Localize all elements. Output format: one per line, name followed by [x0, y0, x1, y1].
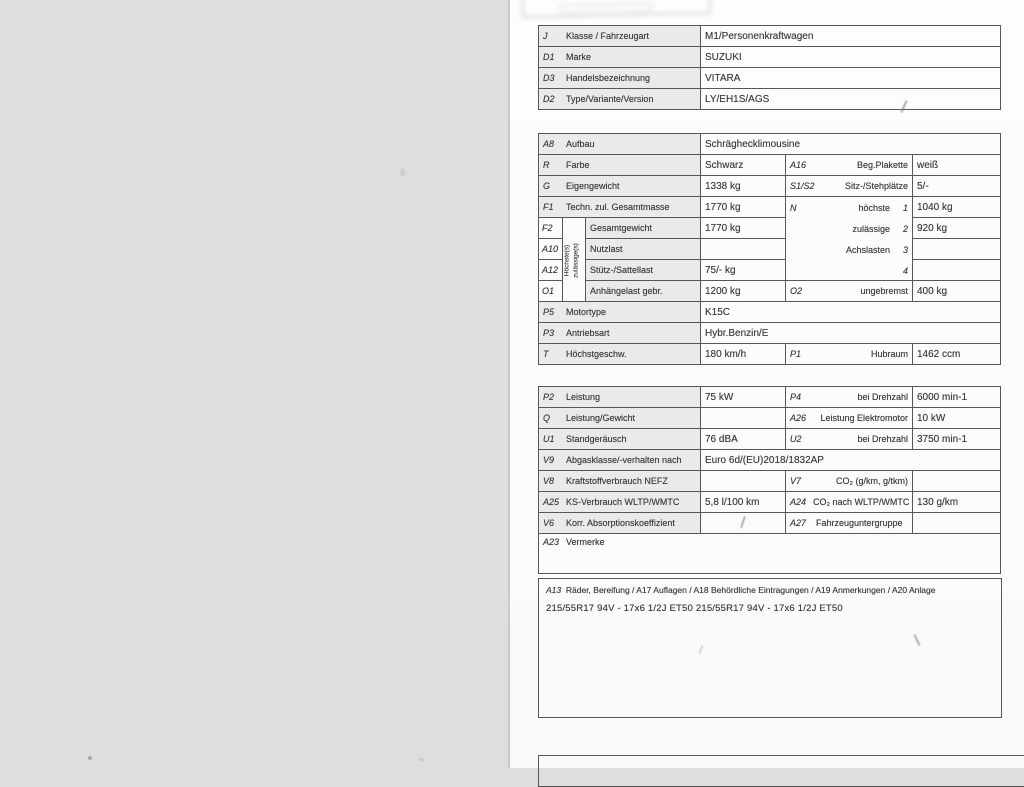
page-edge-line [508, 0, 510, 768]
field-u2-value: 3750 min-1 [917, 433, 968, 445]
field-s1s2-code: S1/S2 [790, 181, 815, 191]
field-o1-value: 1200 kg [705, 285, 741, 297]
vehicle-identity-table [538, 25, 1001, 110]
field-q-value-cell [701, 408, 786, 429]
field-v8-label: Kraftstoffverbrauch NEFZ [566, 476, 668, 486]
field-p5-value-cell [701, 302, 1001, 323]
field-p2-value-cell [701, 387, 786, 408]
axle-load-line-1 [786, 197, 912, 218]
axle-load-line-4 [786, 260, 912, 281]
field-a25-label: KS-Verbrauch WLTP/WMTC [566, 497, 680, 507]
scan-speck-2 [88, 756, 92, 760]
field-v9-label-cell [539, 450, 701, 471]
field-r-value-cell [701, 155, 786, 176]
field-a12-label-cell [586, 260, 701, 281]
field-u1-code: U1 [543, 434, 555, 444]
field-q-code: Q [543, 413, 551, 423]
field-p2-label-cell [539, 387, 701, 408]
field-p5-value: K15C [705, 306, 731, 318]
field-v8-code: V8 [543, 476, 555, 486]
axle-load-line-2 [786, 218, 912, 239]
field-p4-code: P4 [790, 392, 802, 402]
field-o2-code: O2 [790, 286, 803, 296]
field-o2-label: ungebremst [860, 286, 908, 296]
field-a16-label-cell [786, 155, 913, 176]
field-a10-label-cell [586, 239, 701, 260]
field-o1-code-cell [539, 281, 563, 302]
field-a27-value-cell [913, 513, 1001, 534]
field-a26-value: 10 kW [917, 412, 946, 424]
field-g-label-cell [539, 176, 701, 197]
field-a25-label-cell [539, 492, 701, 513]
field-a16-value-cell [913, 155, 1001, 176]
field-o1-label-cell [586, 281, 701, 302]
field-t-value-cell [701, 344, 786, 365]
axle-load-value-2: 920 kg [917, 222, 948, 234]
field-a10-label: Nutzlast [590, 244, 623, 254]
field-a27-code: A27 [790, 518, 807, 528]
field-p1-label-cell [786, 344, 913, 365]
vertical-label-line1: Höchste(s) [563, 244, 570, 276]
axle-load-num-3: 3 [902, 244, 908, 255]
field-d1-label-cell [539, 47, 701, 68]
field-v9-label: Abgasklasse/-verhalten nach [566, 455, 682, 465]
field-u2-code: U2 [790, 434, 802, 444]
field-f2-value: 1770 kg [705, 222, 741, 234]
field-a27-label: Fahrzeuguntergruppe [816, 518, 903, 528]
field-j-value: M1/Personenkraftwagen [705, 30, 814, 42]
scan-speck-1 [400, 168, 405, 177]
field-j-value-cell [701, 26, 1001, 47]
field-d2-code: D2 [543, 94, 555, 104]
field-a12-value: 75/- kg [705, 264, 736, 276]
field-a26-label-cell [786, 408, 913, 429]
performance-table [538, 386, 1001, 574]
field-u1-value-cell [701, 429, 786, 450]
field-o1-label: Anhängelast gebr. [590, 286, 663, 296]
field-f2-code-cell [539, 218, 563, 239]
axle-load-label-2: zulässige [852, 223, 890, 234]
field-d2-value-cell [701, 89, 1001, 110]
field-a12-value-cell [701, 260, 786, 281]
field-f1-label: Techn. zul. Gesamtmasse [566, 202, 670, 212]
field-v7-label-cell [786, 471, 913, 492]
field-a10-code: A10 [542, 244, 559, 254]
field-a23-code: A23 [543, 537, 560, 547]
field-u1-value: 76 dBA [705, 433, 738, 445]
field-o1-value-cell [701, 281, 786, 302]
field-s1s2-value-cell [913, 176, 1001, 197]
vertical-label-line2: zulässige(s) [571, 242, 579, 278]
field-o1-code: O1 [542, 286, 555, 296]
axle-load-value-2-cell [913, 218, 1001, 239]
weight-block-vertical-label [563, 218, 586, 302]
field-t-label-cell [539, 344, 701, 365]
field-d3-code: D3 [543, 73, 555, 83]
field-d3-label-cell [539, 68, 701, 89]
field-a10-value-cell [701, 239, 786, 260]
field-a26-code: A26 [790, 413, 807, 423]
field-r-label: Farbe [566, 160, 590, 170]
field-p4-value: 6000 min-1 [917, 391, 968, 403]
field-d2-label: Type/Variante/Version [566, 94, 654, 104]
field-u1-label-cell [539, 429, 701, 450]
field-g-label: Eigengewicht [566, 181, 620, 191]
field-f1-value: 1770 kg [705, 201, 741, 213]
field-a10-code-cell [539, 239, 563, 260]
field-p4-value-cell [913, 387, 1001, 408]
field-g-code: G [543, 181, 551, 191]
field-j-label-cell [539, 26, 701, 47]
field-a24-label: CO₂ nach WLTP/WMTC [813, 497, 910, 507]
field-p5-label: Motortype [566, 307, 607, 317]
notes-header-code: A13 [546, 585, 562, 595]
field-p3-value: Hybr.Benzin/E [705, 327, 769, 339]
field-f2-label-cell [586, 218, 701, 239]
field-o2-value-cell [913, 281, 1001, 302]
field-v9-code: V9 [543, 455, 555, 465]
axle-load-num-2: 2 [902, 223, 908, 234]
field-o2-value: 400 kg [917, 285, 948, 297]
field-r-label-cell [539, 155, 701, 176]
axle-load-num-1: 1 [902, 202, 908, 213]
field-r-value: Schwarz [705, 159, 744, 171]
axle-load-line-3 [786, 239, 912, 260]
field-a12-label: Stütz-/Sattellast [590, 265, 654, 275]
field-r-code: R [543, 160, 550, 170]
field-d3-value: VITARA [705, 72, 741, 84]
field-t-label: Höchstgeschw. [566, 349, 627, 359]
next-section-box-cutoff [538, 755, 1024, 787]
field-v8-label-cell [539, 471, 701, 492]
field-u2-value-cell [913, 429, 1001, 450]
field-p1-value: 1462 ccm [917, 348, 961, 360]
field-v8-value-cell [701, 471, 786, 492]
field-a8-label: Aufbau [566, 139, 595, 149]
field-o2-label-cell [786, 281, 913, 302]
field-p5-label-cell [539, 302, 701, 323]
field-f1-code: F1 [543, 202, 554, 212]
axle-load-label-1: höchste [858, 202, 890, 213]
field-s1s2-label-cell [786, 176, 913, 197]
axle-load-value-3-cell [913, 239, 1001, 260]
field-v6-label: Korr. Absorptionskoeffizient [566, 518, 675, 528]
field-v7-value-cell [913, 471, 1001, 492]
field-f2-value-cell [701, 218, 786, 239]
field-p4-label: bei Drehzahl [857, 392, 908, 402]
field-a24-label-cell [786, 492, 913, 513]
field-p3-label-cell [539, 323, 701, 344]
field-v6-code: V6 [543, 518, 555, 528]
field-u2-label: bei Drehzahl [857, 434, 908, 444]
field-d2-value: LY/EH1S/AGS [705, 93, 770, 105]
field-u2-label-cell [786, 429, 913, 450]
field-p3-label: Antriebsart [566, 328, 610, 338]
weight-block-vertical-label-cell [563, 218, 586, 302]
field-a16-label: Beg.Plakette [856, 160, 908, 170]
field-d1-code: D1 [543, 52, 555, 62]
field-v7-code: V7 [790, 476, 802, 486]
axle-load-value-4-cell [913, 260, 1001, 281]
field-p5-code: P5 [543, 307, 555, 317]
field-s1s2-label: Sitz-/Stehplätze [844, 181, 908, 191]
field-a24-value-cell [913, 492, 1001, 513]
field-t-code: T [543, 349, 549, 359]
axle-load-num-4: 4 [902, 265, 908, 276]
technical-data-table [538, 133, 1001, 365]
field-p1-value-cell [913, 344, 1001, 365]
field-a8-value-cell [701, 134, 1001, 155]
field-j-label: Klasse / Fahrzeugart [566, 31, 650, 41]
field-a27-label-cell [786, 513, 913, 534]
field-g-value-cell [701, 176, 786, 197]
tire-spec-text: 215/55R17 94V - 17x6 1/2J ET50 215/55R17 94V - 17x6 1/2J ET50 [546, 603, 843, 614]
field-a25-value: 5,8 l/100 km [705, 496, 760, 508]
field-p1-label: Hubraum [870, 349, 908, 359]
field-p3-value-cell [701, 323, 1001, 344]
field-a8-code: A8 [543, 139, 555, 149]
field-p2-value: 75 kW [705, 391, 734, 403]
field-f1-label-cell [539, 197, 701, 218]
field-a8-label-cell [539, 134, 701, 155]
field-a24-value: 130 g/km [917, 496, 959, 508]
field-a16-value: weiß [917, 159, 939, 171]
notes-header [546, 585, 935, 595]
field-q-label: Leistung/Gewicht [566, 413, 636, 423]
field-v9-value-cell [701, 450, 1001, 471]
field-a23-cell [539, 534, 1001, 574]
field-f1-value-cell [701, 197, 786, 218]
field-v9-value: Euro 6d/(EU)2018/1832AP [705, 454, 824, 466]
field-s1s2-value: 5/- [917, 180, 929, 192]
field-q-label-cell [539, 408, 701, 429]
field-u1-label: Standgeräusch [566, 434, 627, 444]
field-a25-code: A25 [543, 497, 560, 507]
field-f2-label: Gesamtgewicht [590, 223, 653, 233]
field-a12-code-cell [539, 260, 563, 281]
field-d1-label: Marke [566, 52, 592, 62]
tires-notes-box [538, 578, 1002, 718]
field-a24-code: A24 [790, 497, 807, 507]
field-g-value: 1338 kg [705, 180, 741, 192]
axle-load-value-1: 1040 kg [917, 201, 953, 213]
field-d3-label: Handelsbezeichnung [566, 73, 651, 83]
field-p3-code: P3 [543, 328, 555, 338]
field-f2-code: F2 [542, 223, 553, 233]
axle-load-value-1-cell [913, 197, 1001, 218]
field-p2-code: P2 [543, 392, 555, 402]
field-t-value: 180 km/h [705, 348, 747, 360]
axle-load-block [786, 197, 913, 281]
field-p2-label: Leistung [566, 392, 601, 402]
field-a23-label: Vermerke [566, 537, 605, 547]
notes-header-rest: Räder, Bereifung / A17 Auflagen / A18 Behördliche Eintragungen / A19 Anmerkungen / A20 Anlage [565, 585, 936, 595]
field-v6-label-cell [539, 513, 701, 534]
field-a25-value-cell [701, 492, 786, 513]
field-n-code: N [790, 202, 797, 213]
field-p1-code: P1 [790, 349, 802, 359]
field-a16-code: A16 [790, 160, 807, 170]
field-a26-label: Leistung Elektromotor [820, 413, 908, 423]
field-d3-value-cell [701, 68, 1001, 89]
scan-speck-3 [419, 758, 424, 761]
field-d1-value-cell [701, 47, 1001, 68]
field-a8-value: Schräghecklimousine [705, 138, 801, 150]
field-a12-code: A12 [542, 265, 559, 275]
axle-load-label-3: Achslasten [845, 244, 890, 255]
field-v7-label: CO₂ (g/km, g/tkm) [836, 476, 908, 486]
field-j-code: J [543, 31, 548, 41]
field-p4-label-cell [786, 387, 913, 408]
field-d1-value: SUZUKI [705, 51, 742, 63]
field-a26-value-cell [913, 408, 1001, 429]
field-d2-label-cell [539, 89, 701, 110]
